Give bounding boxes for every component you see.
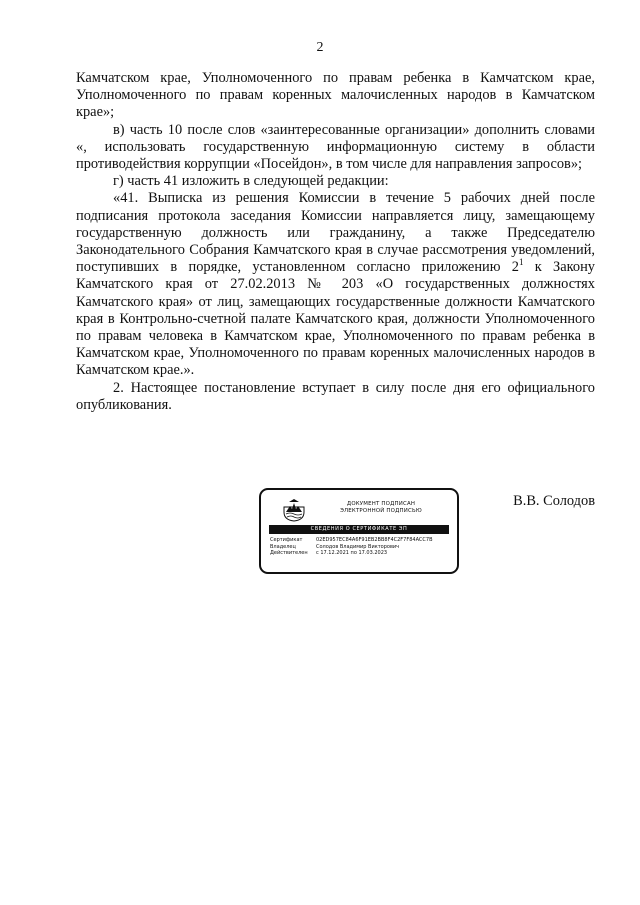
- stamp-title-line2: ЭЛЕКТРОННОЙ ПОДПИСЬЮ: [340, 508, 422, 514]
- stamp-certificate-bar: СВЕДЕНИЯ О СЕРТИФИКАТЕ ЭП: [269, 525, 449, 534]
- signer-name: В.В. Солодов: [513, 493, 595, 509]
- stamp-value: 02ED957EC84A6F91EB2BB8F4C2F7F84ACC7B: [316, 537, 433, 543]
- stamp-key: Действителен: [270, 550, 308, 556]
- paragraph-item-v: в) часть 10 после слов «заинтересованные организации» дополнить словами «, использовать государственную информационную систему в области противодействия коррупции «Посейдон», в том числе для направления запросов»;: [76, 121, 595, 173]
- quote-text-part2: к Закону Камчатского края от 27.02.2013 № 203 «О государственных должностях Камчатского края» от лиц, замещающих государственные должности Камчатского края в Контрольно-счетной палате Камчатского края, должности Уполномоченного по правам человека в Камчатском крае, Уполномоченного по правам ребенка в Камчатском крае, Уполномоченного по правам коренных малочисленных народов в Камчатском крае.».: [76, 259, 595, 379]
- document-body: [76, 70, 595, 414]
- quote-text-part1: «41. Выписка из решения Комиссии в течение 5 рабочих дней после подписания протокола заседания Комиссии направляется лицу, замещающему государственную должность или гражданину, а также Председателю Законодательного Собрания Камчатского края в случае рассмотрения уведомлений, поступивших в порядке, установленном согласно приложению 2: [76, 190, 595, 276]
- paragraph-quote: [76, 190, 595, 379]
- stamp-title: [313, 501, 449, 515]
- paragraph-effective: 2. Настоящее постановление вступает в силу после дня его официального опубликования.: [76, 379, 595, 413]
- quote-superscript: 1: [518, 257, 524, 268]
- paragraph-item-g: г) часть 41 изложить в следующей редакции:: [113, 173, 389, 190]
- stamp-key: Сертификат: [270, 537, 303, 543]
- page-number: 2: [316, 40, 324, 55]
- coat-of-arms-icon: [281, 498, 307, 522]
- stamp-value: Солодов Владимир Викторович: [316, 543, 400, 550]
- stamp-row-validity: [270, 550, 450, 557]
- paragraph-continuation: Камчатском крае, Уполномоченного по правам ребенка в Камчатском крае, Уполномоченного по правам коренных малочисленных народов в Камчатском крае»;: [76, 70, 595, 121]
- electronic-signature-stamp: [259, 488, 459, 574]
- stamp-details: [270, 537, 450, 557]
- stamp-title-line1: ДОКУМЕНТ ПОДПИСАН: [346, 501, 416, 507]
- stamp-key: Владелец: [270, 543, 296, 550]
- stamp-value: с 17.12.2021 по 17.03.2023: [316, 550, 388, 556]
